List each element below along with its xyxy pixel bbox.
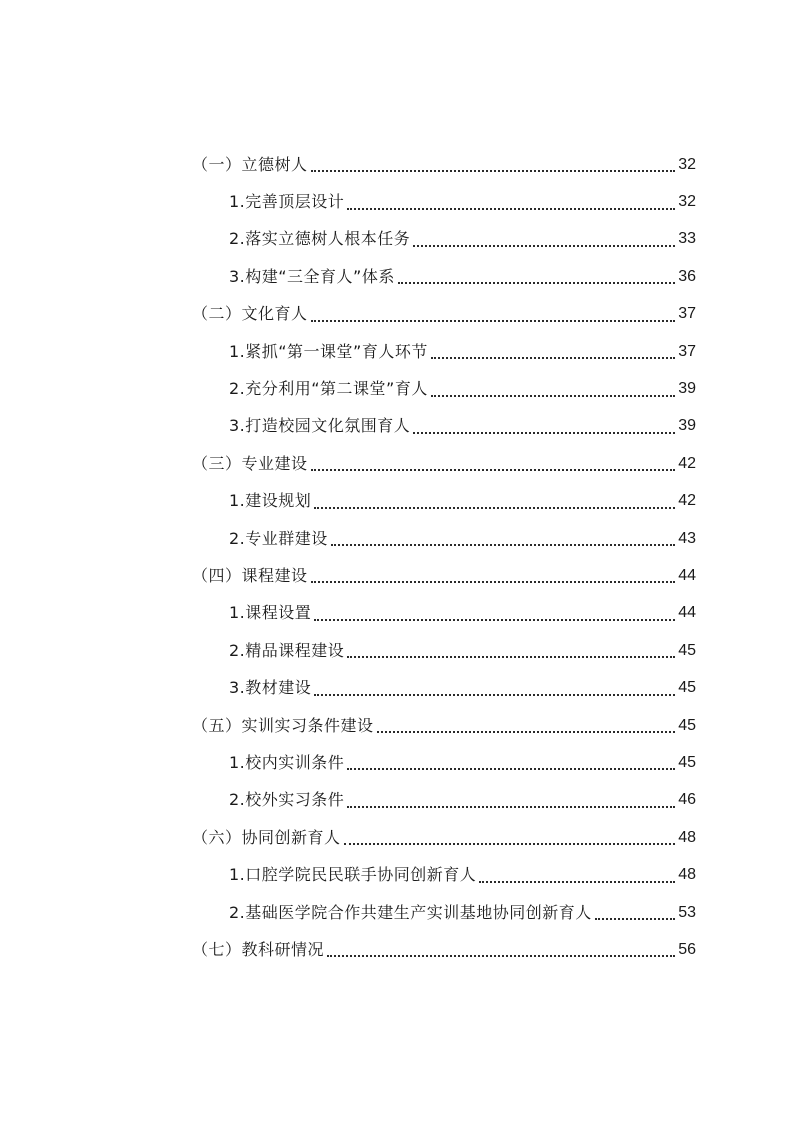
dot-leader [327,954,675,957]
dot-leader [479,880,675,883]
toc-entry-title: 1.课程设置 [229,603,312,623]
toc-entry[interactable] [192,221,696,258]
toc-entry-title: 2.精品课程建设 [229,640,345,660]
toc-entry-title: 3.构建“三全育人”体系 [229,266,395,286]
toc-entry-page: 44 [678,604,696,622]
toc-entry[interactable] [192,520,696,557]
dot-leader [431,394,675,397]
dot-leader [347,805,675,808]
toc-entry-page: 44 [678,566,696,584]
dot-leader [431,356,675,359]
toc-entry-title: （二）文化育人 [192,304,308,324]
toc-entry-page: 43 [678,529,696,547]
toc-entry[interactable] [192,856,696,893]
toc-entry-page: 37 [678,305,696,323]
toc-entry-title: 2.专业群建设 [229,528,328,548]
toc-entry[interactable] [192,408,696,445]
toc-entry[interactable] [192,707,696,744]
toc-entry-page: 56 [678,940,696,958]
toc-entry-page: 42 [678,454,696,472]
toc-entry[interactable] [192,931,696,968]
toc-entry-page: 45 [678,641,696,659]
dot-leader [347,767,675,770]
dot-leader [311,580,676,583]
toc-entry-page: 39 [678,417,696,435]
toc-entry[interactable] [192,669,696,706]
toc-entry-title: 2.充分利用“第二课堂”育人 [229,379,428,399]
dot-leader [311,468,676,471]
toc-entry-title: 3.打造校园文化氛围育人 [229,416,411,436]
dot-leader [413,431,675,434]
toc-entry-title: 1.建设规划 [229,491,312,511]
toc-entry-title: 1.口腔学院民民联手协同创新育人 [229,865,477,885]
toc-entry[interactable] [192,370,696,407]
toc-entry[interactable] [192,744,696,781]
toc-entry[interactable] [192,782,696,819]
toc-entry[interactable] [192,483,696,520]
dot-leader [314,618,675,621]
toc-entry[interactable] [192,333,696,370]
toc-entry-title: 1.完善顶层设计 [229,192,345,212]
toc-entry-page: 45 [678,716,696,734]
toc-entry[interactable] [192,819,696,856]
dot-leader [595,917,675,920]
toc-entry-title: 2.落实立德树人根本任务 [229,229,411,249]
toc-entry[interactable] [192,557,696,594]
toc-entry-page: 39 [678,380,696,398]
dot-leader [413,244,675,247]
toc-entry-title: 2.基础医学院合作共建生产实训基地协同创新育人 [229,902,592,922]
table-of-contents [192,146,696,969]
toc-entry-title: 1.校内实训条件 [229,752,345,772]
toc-entry-title: 3.教材建设 [229,678,312,698]
toc-entry[interactable] [192,595,696,632]
toc-entry-title: （六）协同创新育人 [192,827,341,847]
dot-leader [347,655,675,658]
toc-entry-title: （一）立德树人 [192,154,308,174]
toc-entry-page: 37 [678,342,696,360]
toc-entry[interactable] [192,445,696,482]
toc-entry-page: 33 [678,230,696,248]
toc-entry[interactable] [192,183,696,220]
toc-entry-page: 36 [678,267,696,285]
dot-leader [314,506,675,509]
toc-entry[interactable] [192,146,696,183]
toc-entry[interactable] [192,632,696,669]
toc-entry-page: 45 [678,753,696,771]
dot-leader [398,281,675,284]
toc-entry-page: 32 [678,155,696,173]
toc-entry-page: 48 [678,866,696,884]
toc-entry-page: 42 [678,492,696,510]
toc-entry-title: （四）课程建设 [192,565,308,585]
dot-leader [314,693,675,696]
toc-entry[interactable] [192,894,696,931]
toc-entry-title: 2.校外实习条件 [229,790,345,810]
toc-entry-title: （七）教科研情况 [192,939,325,959]
toc-entry-page: 48 [678,828,696,846]
dot-leader [311,319,676,322]
toc-entry-title: （三）专业建设 [192,453,308,473]
dot-leader [331,543,675,546]
dot-leader [347,207,675,210]
toc-entry-page: 45 [678,679,696,697]
toc-entry-title: （五）实训实习条件建设 [192,715,374,735]
toc-entry-page: 32 [678,193,696,211]
toc-entry-page: 46 [678,791,696,809]
toc-entry[interactable] [192,296,696,333]
toc-entry[interactable] [192,258,696,295]
toc-entry-title: 1.紧抓“第一课堂”育人环节 [229,341,428,361]
dot-leader [377,730,676,733]
dot-leader [344,842,676,845]
toc-entry-page: 53 [678,903,696,921]
dot-leader [311,169,676,172]
